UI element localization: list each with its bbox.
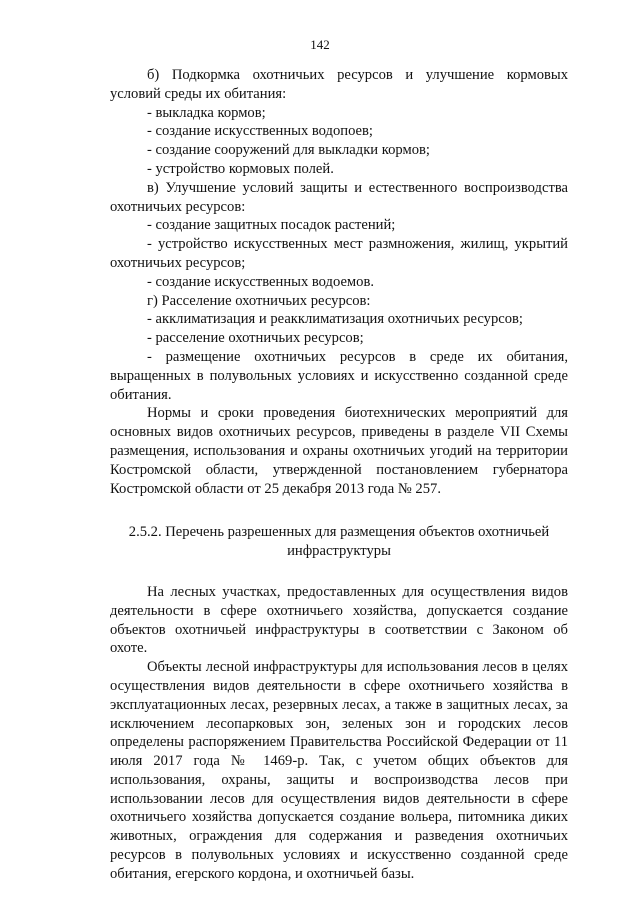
paragraph: г) Расселение охотничьих ресурсов: <box>147 292 371 309</box>
list-item: - создание искусственных водопоев; <box>147 123 373 140</box>
list-item: - выкладка кормов; <box>147 104 266 121</box>
list-item: - создание защитных посадок растений; <box>147 217 396 234</box>
list-item: - создание сооружений для выкладки кормов; <box>147 142 430 159</box>
paragraph: в) Улучшение условий защиты и естественного воспроизводства охотничьих ресурсов: <box>110 179 568 215</box>
paragraph: б) Подкормка охотничьих ресурсов и улучшение кормовых условий среды их обитания: <box>110 67 568 102</box>
list-item: - устройство искусственных мест размножения, жилищ, укрытий охотничьих ресурсов; <box>110 236 568 271</box>
page-number: 142 <box>310 37 330 52</box>
section-heading: 2.5.2. Перечень разрешенных для размещения объектов охотничьей инфраструктуры <box>128 524 550 560</box>
paragraph: На лесных участках, предоставленных для осуществления видов деятельности в сфере охотничьего хозяйства, допускается создание объектов охотничьей инфраструктуры в соответствии с Законом об охоте. <box>110 583 568 657</box>
paragraph: Объекты лесной инфраструктуры для использования лесов в целях осуществления видов деятельности в сфере охотничьего хозяйства в эксплуатационных лесах, резервных лесах, а также в защитных лесах, за исключением лесопарковых зон, зеленых зон и городских лесов определены распоряжением Правительства Российской Федерации от 11 июля 2017 года № 1469-р. Так, с учетом общих объектов для использования, охраны, защиты и воспроизводства лесов при использовании лесов для осуществления видов деятельности в сфере охотничьего хозяйства допускается создание вольера, питомника диких животных, ограждения для содержания и разведения охотничьих ресурсов в полувольных условиях и искусственно созданной среде обитания, егерского кордона, и охотничьей базы. <box>110 659 568 882</box>
list-item: - расселение охотничьих ресурсов; <box>147 330 364 347</box>
list-item: - размещение охотничьих ресурсов в среде их обитания, выращенных в полувольных условиях и искусственно созданной среде обитания. <box>110 348 568 403</box>
paragraph: Нормы и сроки проведения биотехнических мероприятий для основных видов охотничьих ресурсов, приведены в разделе VII Схемы размещения, использования и охраны охотничьих угодий на территории Костромской области, утвержденной постановлением губернатора Костромской области от 25 декабря 2013 года № 257. <box>110 405 568 497</box>
list-item: - создание искусственных водоемов. <box>147 273 375 290</box>
list-item: - устройство кормовых полей. <box>147 160 334 177</box>
list-item: - акклиматизация и реакклиматизация охотничьих ресурсов; <box>147 311 523 328</box>
document-body <box>110 66 568 884</box>
